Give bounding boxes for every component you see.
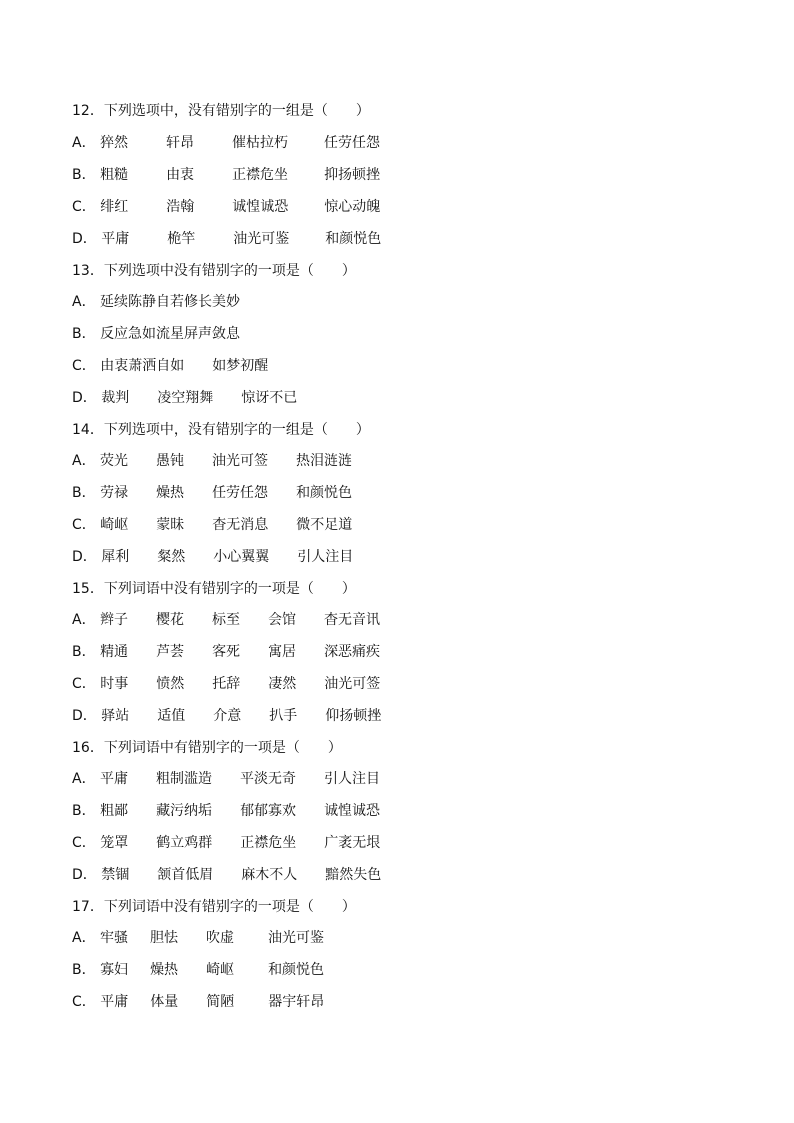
option-item: 禁锢 [101, 867, 130, 883]
option-item: 仰扬顿挫 [325, 708, 382, 724]
option-item: 鹤立鸡群 [156, 835, 213, 851]
option-label: B． [72, 803, 96, 819]
option-label: A． [72, 612, 96, 628]
question-12-option-a [72, 134, 396, 152]
option-item: 藏污纳垢 [156, 803, 213, 819]
option-label: D． [72, 708, 97, 724]
option-item: 吹虚 [206, 930, 235, 946]
question-17-option-a [72, 929, 340, 947]
option-item: 扒手 [269, 708, 298, 724]
question-17-stem: 17．下列词语中没有错别字的一项是（ ） [72, 899, 356, 915]
option-item: 精通 [100, 644, 129, 660]
option-item: 时事 [100, 676, 129, 692]
option-item: 芦荟 [156, 644, 185, 660]
option-item: 催枯拉朽 [232, 135, 289, 151]
question-16-option-d [72, 866, 397, 884]
option-item: 平淡无奇 [240, 771, 297, 787]
option-item: 辫子 [100, 612, 129, 628]
option-item: 适值 [157, 708, 186, 724]
question-15-option-d [72, 707, 397, 725]
option-item: 惊心动魄 [324, 199, 381, 215]
option-item: 蒙昧 [156, 517, 185, 533]
question-15-stem: 15．下列词语中没有错别字的一项是（ ） [72, 581, 356, 597]
option-item: 介意 [213, 708, 242, 724]
option-label: D． [72, 867, 97, 883]
option-item: 轩昂 [166, 135, 195, 151]
question-12-stem: 12．下列选项中，没有错别字的一组是（ ） [72, 103, 370, 119]
option-item: 平庸 [100, 994, 129, 1010]
option-item: 崎岖 [100, 517, 129, 533]
option-item: 简陋 [206, 994, 235, 1010]
option-item: 杳无音讯 [324, 612, 381, 628]
option-item: 凌空翔舞 [157, 390, 214, 406]
option-item: 荧光 [100, 453, 129, 469]
question-14-option-c [72, 516, 368, 534]
question-12-option-d [72, 230, 397, 248]
question-16-option-b [72, 802, 396, 820]
option-label: C． [72, 517, 96, 533]
option-item: 崎岖 [206, 962, 235, 978]
option-item: 任劳任怨 [212, 485, 269, 501]
option-item: 和颜悦色 [325, 231, 382, 247]
question-13-option-c [72, 357, 284, 375]
question-13-option-a [72, 293, 256, 311]
option-item: 正襟危坐 [232, 167, 289, 183]
question-16-option-a [72, 770, 396, 788]
question-14-stem: 14．下列选项中，没有错别字的一组是（ ） [72, 422, 370, 438]
option-item: 樱花 [156, 612, 185, 628]
option-label: B． [72, 485, 96, 501]
option-item: 愚钝 [156, 453, 185, 469]
option-item: 燥热 [150, 962, 179, 978]
option-item: 猝然 [100, 135, 129, 151]
option-item: 任劳任怨 [324, 135, 381, 151]
option-item: 和颜悦色 [268, 962, 325, 978]
option-item: 黯然失色 [325, 867, 382, 883]
option-item: 引人注目 [324, 771, 381, 787]
option-item: 郁郁寡欢 [240, 803, 297, 819]
option-item: 延续陈静自若修长美妙 [100, 294, 241, 310]
option-item: 微不足道 [296, 517, 353, 533]
option-item: 客死 [212, 644, 241, 660]
option-item: 裁判 [101, 390, 130, 406]
option-item: 油光可签 [212, 453, 269, 469]
option-item: 燥热 [156, 485, 185, 501]
option-item: 粗鄙 [100, 803, 129, 819]
option-label: D． [72, 390, 97, 406]
question-15-option-c [72, 675, 396, 693]
option-item: 和颜悦色 [296, 485, 353, 501]
option-item: 愤然 [156, 676, 185, 692]
option-item: 正襟危坐 [240, 835, 297, 851]
question-13-stem: 13．下列选项中没有错别字的一项是（ ） [72, 263, 356, 279]
option-item: 牢骚 [100, 930, 129, 946]
option-label: C． [72, 994, 96, 1010]
option-item: 犀利 [101, 549, 130, 565]
option-label: D． [72, 231, 97, 247]
option-item: 由衷萧洒自如 [100, 358, 185, 374]
option-label: A． [72, 453, 96, 469]
question-17-option-b [72, 961, 340, 979]
option-item: 油光可签 [324, 676, 381, 692]
question-17-option-c [72, 993, 340, 1011]
question-15-option-a [72, 611, 396, 629]
option-label: C． [72, 358, 96, 374]
option-item: 诚惶诚恐 [232, 199, 289, 215]
question-14-option-a [72, 452, 368, 470]
option-item: 深恶痛疾 [324, 644, 381, 660]
option-label: B． [72, 644, 96, 660]
option-item: 油光可鉴 [268, 930, 325, 946]
option-item: 杳无消息 [212, 517, 269, 533]
option-item: 平庸 [101, 231, 130, 247]
option-item: 惊讶不已 [241, 390, 298, 406]
option-item: 托辞 [212, 676, 241, 692]
option-item: 凄然 [268, 676, 297, 692]
option-item: 广袤无垠 [324, 835, 381, 851]
option-label: A． [72, 771, 96, 787]
option-label: A． [72, 294, 96, 310]
option-item: 粲然 [157, 549, 186, 565]
question-15-option-b [72, 643, 396, 661]
option-label: D． [72, 549, 97, 565]
option-label: A． [72, 135, 96, 151]
option-item: 器宇轩昂 [268, 994, 325, 1010]
option-label: A． [72, 930, 96, 946]
option-item: 粗制滥造 [156, 771, 213, 787]
question-13-option-b [72, 325, 256, 343]
option-item: 颔首低眉 [157, 867, 214, 883]
option-item: 诚惶诚恐 [324, 803, 381, 819]
option-item: 胆怯 [150, 930, 179, 946]
option-item: 寓居 [268, 644, 297, 660]
question-12-option-c [72, 198, 396, 216]
option-item: 反应急如流星屏声敛息 [100, 326, 241, 342]
option-item: 寡妇 [100, 962, 129, 978]
option-item: 体量 [150, 994, 179, 1010]
option-item: 抑扬顿挫 [324, 167, 381, 183]
option-item: 会馆 [268, 612, 297, 628]
question-13-option-d [72, 389, 313, 407]
option-item: 由衷 [166, 167, 195, 183]
option-item: 引人注目 [297, 549, 354, 565]
option-label: C． [72, 199, 96, 215]
option-item: 小心翼翼 [213, 549, 270, 565]
question-14-option-b [72, 484, 368, 502]
option-label: C． [72, 676, 96, 692]
question-14-option-d [72, 548, 369, 566]
option-item: 热泪涟涟 [296, 453, 353, 469]
option-item: 粗糙 [100, 167, 129, 183]
option-label: C． [72, 835, 96, 851]
question-12-option-b [72, 166, 396, 184]
question-16-stem: 16．下列词语中有错别字的一项是（ ） [72, 740, 342, 756]
option-item: 如梦初醒 [212, 358, 269, 374]
option-item: 平庸 [100, 771, 129, 787]
option-label: B． [72, 962, 96, 978]
option-item: 笼罩 [100, 835, 129, 851]
option-item: 油光可鉴 [233, 231, 290, 247]
question-16-option-c [72, 834, 396, 852]
option-item: 绯红 [100, 199, 129, 215]
option-item: 桅竿 [167, 231, 196, 247]
option-label: B． [72, 167, 96, 183]
option-item: 驿站 [101, 708, 130, 724]
option-item: 标至 [212, 612, 241, 628]
option-label: B． [72, 326, 96, 342]
option-item: 浩翰 [166, 199, 195, 215]
option-item: 劳禄 [100, 485, 129, 501]
option-item: 麻木不人 [241, 867, 298, 883]
